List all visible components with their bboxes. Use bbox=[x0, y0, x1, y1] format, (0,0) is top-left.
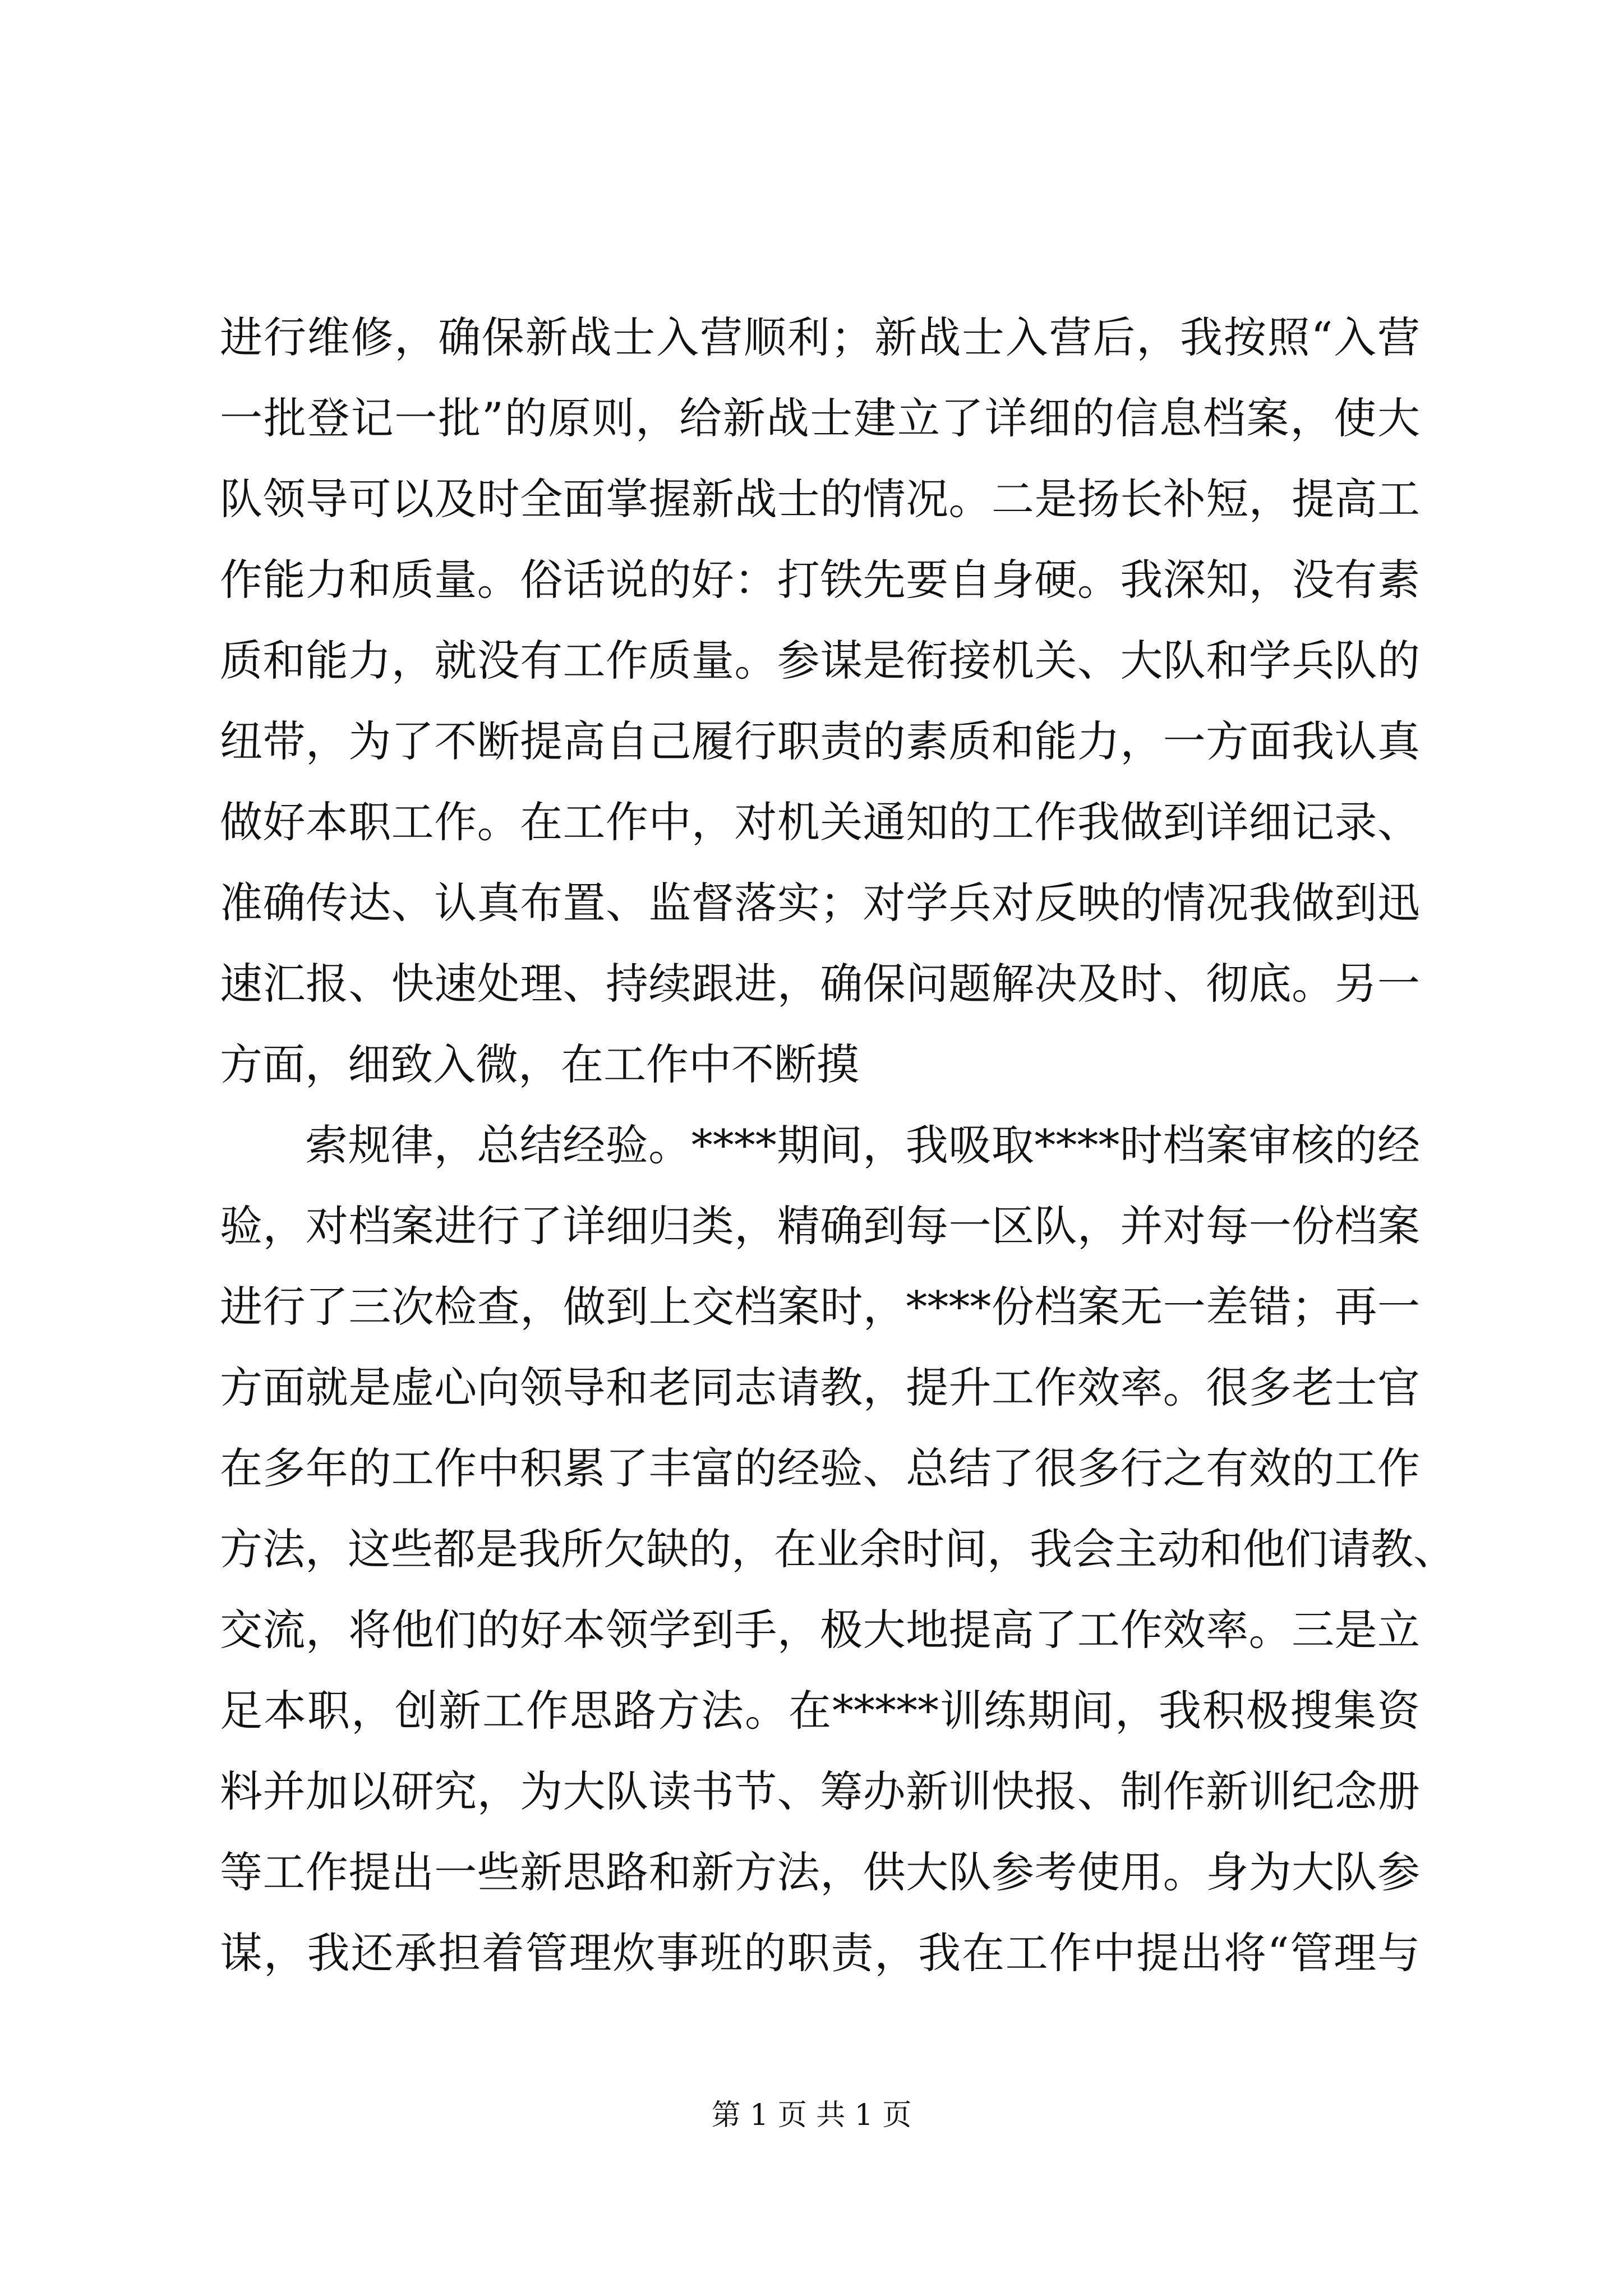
text-line: 等工作提出一些新思路和新方法，供大队参考使用。身为大队参 bbox=[220, 1847, 1420, 1897]
text-line: 质和能力，就没有工作质量。参谋是衔接机关、大队和学兵队的 bbox=[220, 636, 1420, 685]
text-line: 在多年的工作中积累了丰富的经验、总结了很多行之有效的工作 bbox=[220, 1443, 1420, 1493]
text-line: 方法，这些都是我所欠缺的，在业余时间，我会主动和他们请教、 bbox=[220, 1524, 1456, 1574]
text-line: 进行维修，确保新战士入营顺利；新战士入营后，我按照“入营 bbox=[220, 312, 1420, 362]
text-line: 谋，我还承担着管理炊事班的职责，我在工作中提出将“管理与 bbox=[220, 1928, 1420, 1978]
text-line: 方面就是虚心向领导和老同志请教，提升工作效率。很多老士官 bbox=[220, 1363, 1420, 1412]
text-line: 纽带，为了不断提高自己履行职责的素质和能力，一方面我认真 bbox=[220, 716, 1420, 766]
text-line: 队领导可以及时全面掌握新战士的情况。二是扬长补短，提高工 bbox=[220, 474, 1420, 524]
text-line: 足本职，创新工作思路方法。在*****训练期间，我积极搜集资 bbox=[220, 1686, 1420, 1736]
paragraph-first-line: 索规律，总结经验。****期间，我吸取****时档案审核的经 bbox=[305, 1120, 1420, 1170]
text-line: 作能力和质量。俗话说的好：打铁先要自身硬。我深知，没有素 bbox=[220, 555, 1420, 605]
page-footer: 第 1 页 共 1 页 bbox=[711, 2099, 912, 2132]
text-line: 速汇报、快速处理、持续跟进，确保问题解决及时、彻底。另一 bbox=[220, 959, 1420, 1009]
text-line: 交流，将他们的好本领学到手，极大地提高了工作效率。三是立 bbox=[220, 1605, 1420, 1655]
body-text bbox=[220, 297, 1456, 1994]
text-line: 方面，细致入微，在工作中不断摸 bbox=[220, 1039, 859, 1089]
text-line: 料并加以研究，为大队读书节、筹办新训快报、制作新训纪念册 bbox=[220, 1766, 1420, 1816]
text-line: 验，对档案进行了详细归类，精确到每一区队，并对每一份档案 bbox=[220, 1201, 1420, 1251]
text-line: 一批登记一批”的原则，给新战士建立了详细的信息档案，使大 bbox=[220, 393, 1420, 443]
text-line: 做好本职工作。在工作中，对机关通知的工作我做到详细记录、 bbox=[220, 797, 1420, 847]
text-line: 准确传达、认真布置、监督落实；对学兵对反映的情况我做到迅 bbox=[220, 878, 1420, 928]
text-line: 进行了三次检查，做到上交档案时，****份档案无一差错；再一 bbox=[220, 1282, 1420, 1332]
